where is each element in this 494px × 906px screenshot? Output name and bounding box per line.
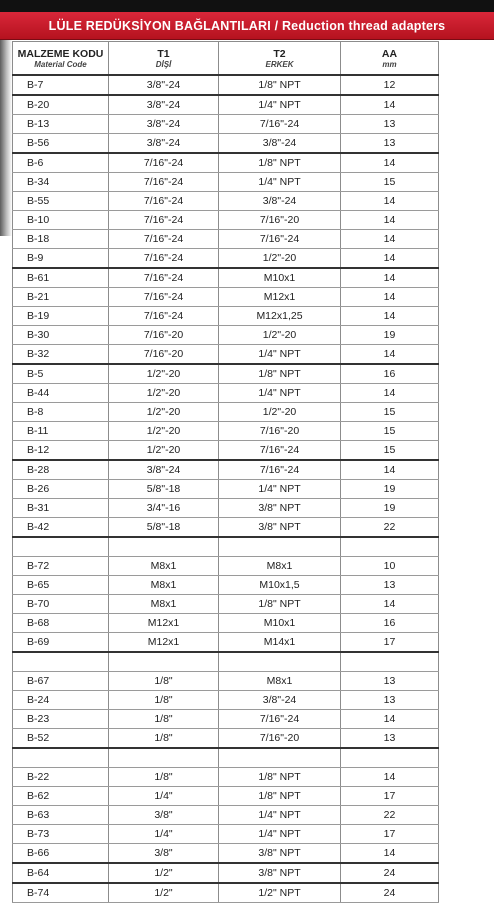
aa-cell: 19 bbox=[341, 326, 439, 345]
table-row bbox=[13, 557, 439, 576]
subheader-row bbox=[13, 60, 439, 75]
t2-cell: 3/8"-24 bbox=[219, 691, 341, 710]
t1-cell: 1/2"-20 bbox=[109, 364, 219, 384]
t1-cell: 3/8"-24 bbox=[109, 75, 219, 95]
aa-cell: 14 bbox=[341, 288, 439, 307]
material-code-cell: B-13 bbox=[13, 115, 109, 134]
t1-cell: 1/2"-20 bbox=[109, 384, 219, 403]
material-code-cell: B-67 bbox=[13, 672, 109, 691]
aa-cell: 14 bbox=[341, 710, 439, 729]
table-row bbox=[13, 345, 439, 365]
t1-cell bbox=[109, 652, 219, 672]
t2-cell: M12x1 bbox=[219, 288, 341, 307]
aa-cell: 15 bbox=[341, 403, 439, 422]
table-title: LÜLE REDÜKSİYON BAĞLANTILARI / Reduction thread adapters bbox=[0, 12, 494, 40]
col-subheader-material-code: Material Code bbox=[13, 60, 109, 75]
table-row bbox=[13, 192, 439, 211]
aa-cell: 14 bbox=[341, 460, 439, 480]
t1-cell: 1/2" bbox=[109, 863, 219, 883]
t1-cell: 7/16"-24 bbox=[109, 230, 219, 249]
aa-cell: 14 bbox=[341, 249, 439, 269]
material-code-cell: B-73 bbox=[13, 825, 109, 844]
t2-cell: 7/16"-20 bbox=[219, 422, 341, 441]
t1-cell: 7/16"-24 bbox=[109, 249, 219, 269]
t2-cell: 3/8"-24 bbox=[219, 134, 341, 154]
aa-cell: 14 bbox=[341, 384, 439, 403]
table-row bbox=[13, 173, 439, 192]
table-row bbox=[13, 115, 439, 134]
aa-cell: 14 bbox=[341, 844, 439, 864]
material-code-cell: B-18 bbox=[13, 230, 109, 249]
t1-cell: 3/8"-24 bbox=[109, 115, 219, 134]
material-code-cell: B-7 bbox=[13, 75, 109, 95]
t2-cell: M12x1,25 bbox=[219, 307, 341, 326]
material-code-cell: B-23 bbox=[13, 710, 109, 729]
t1-cell: 7/16"-24 bbox=[109, 192, 219, 211]
table-row bbox=[13, 652, 439, 672]
t1-cell: 3/8"-24 bbox=[109, 460, 219, 480]
t2-cell: 3/8" NPT bbox=[219, 863, 341, 883]
col-header-aa: AA bbox=[341, 42, 439, 61]
table-row bbox=[13, 595, 439, 614]
aa-cell: 16 bbox=[341, 364, 439, 384]
table-row bbox=[13, 729, 439, 749]
t2-cell: 1/4" NPT bbox=[219, 825, 341, 844]
t2-cell: M8x1 bbox=[219, 672, 341, 691]
material-code-cell: B-26 bbox=[13, 480, 109, 499]
aa-cell: 14 bbox=[341, 230, 439, 249]
table-row bbox=[13, 691, 439, 710]
aa-cell: 22 bbox=[341, 518, 439, 538]
aa-cell: 10 bbox=[341, 557, 439, 576]
t2-cell: 3/8"-24 bbox=[219, 192, 341, 211]
material-code-cell: B-8 bbox=[13, 403, 109, 422]
col-subheader-aa: mm bbox=[341, 60, 439, 75]
aa-cell: 14 bbox=[341, 268, 439, 288]
t2-cell: 7/16"-20 bbox=[219, 211, 341, 230]
t2-cell: M10x1 bbox=[219, 614, 341, 633]
t2-cell: 1/4" NPT bbox=[219, 95, 341, 115]
material-code-cell: B-61 bbox=[13, 268, 109, 288]
aa-cell: 13 bbox=[341, 576, 439, 595]
table-row bbox=[13, 537, 439, 557]
aa-cell: 24 bbox=[341, 863, 439, 883]
table-row bbox=[13, 326, 439, 345]
table-row bbox=[13, 364, 439, 384]
t1-cell: 7/16"-24 bbox=[109, 153, 219, 173]
t2-cell: M10x1 bbox=[219, 268, 341, 288]
material-code-cell: B-64 bbox=[13, 863, 109, 883]
t2-cell: 1/4" NPT bbox=[219, 480, 341, 499]
aa-cell: 19 bbox=[341, 499, 439, 518]
table-row bbox=[13, 134, 439, 154]
t1-cell: 3/8" bbox=[109, 844, 219, 864]
material-code-cell: B-24 bbox=[13, 691, 109, 710]
table-row bbox=[13, 844, 439, 864]
t1-cell: 1/8" bbox=[109, 768, 219, 787]
t2-cell: 3/8" NPT bbox=[219, 844, 341, 864]
aa-cell: 15 bbox=[341, 173, 439, 192]
table-row bbox=[13, 211, 439, 230]
t1-cell: 7/16"-24 bbox=[109, 173, 219, 192]
material-code-cell: B-44 bbox=[13, 384, 109, 403]
t1-cell: 1/4" bbox=[109, 825, 219, 844]
table-row bbox=[13, 422, 439, 441]
table-row bbox=[13, 863, 439, 883]
material-code-cell: B-70 bbox=[13, 595, 109, 614]
col-header-material-code: MALZEME KODU bbox=[13, 42, 109, 61]
table-row bbox=[13, 633, 439, 653]
material-code-cell: B-74 bbox=[13, 883, 109, 903]
t1-cell: M12x1 bbox=[109, 614, 219, 633]
aa-cell: 14 bbox=[341, 345, 439, 365]
material-code-cell: B-63 bbox=[13, 806, 109, 825]
t1-cell: 1/2"-20 bbox=[109, 422, 219, 441]
table-row bbox=[13, 480, 439, 499]
t2-cell: 7/16"-24 bbox=[219, 710, 341, 729]
t2-cell bbox=[219, 652, 341, 672]
aa-cell: 16 bbox=[341, 614, 439, 633]
aa-cell: 22 bbox=[341, 806, 439, 825]
aa-cell: 13 bbox=[341, 672, 439, 691]
aa-cell bbox=[341, 537, 439, 557]
t1-cell: 5/8"-18 bbox=[109, 518, 219, 538]
material-code-cell: B-62 bbox=[13, 787, 109, 806]
material-code-cell bbox=[13, 748, 109, 768]
page-edge-shadow bbox=[0, 40, 12, 236]
material-code-cell bbox=[13, 537, 109, 557]
table-row bbox=[13, 748, 439, 768]
material-code-cell: B-42 bbox=[13, 518, 109, 538]
aa-cell: 15 bbox=[341, 441, 439, 461]
aa-cell: 13 bbox=[341, 691, 439, 710]
aa-cell: 14 bbox=[341, 153, 439, 173]
material-code-cell: B-9 bbox=[13, 249, 109, 269]
t2-cell: 1/2"-20 bbox=[219, 403, 341, 422]
material-code-cell: B-55 bbox=[13, 192, 109, 211]
t2-cell: 1/4" NPT bbox=[219, 806, 341, 825]
col-subheader-t2: ERKEK bbox=[219, 60, 341, 75]
t1-cell: 7/16"-24 bbox=[109, 268, 219, 288]
t2-cell: 1/8" NPT bbox=[219, 153, 341, 173]
t1-cell: M12x1 bbox=[109, 633, 219, 653]
t1-cell: 7/16"-24 bbox=[109, 288, 219, 307]
col-header-t2: T2 bbox=[219, 42, 341, 61]
material-code-cell: B-31 bbox=[13, 499, 109, 518]
table-row bbox=[13, 153, 439, 173]
t2-cell: 1/2"-20 bbox=[219, 326, 341, 345]
table-row bbox=[13, 576, 439, 595]
t2-cell: 1/8" NPT bbox=[219, 364, 341, 384]
t1-cell: M8x1 bbox=[109, 576, 219, 595]
t1-cell: 7/16"-24 bbox=[109, 307, 219, 326]
aa-cell: 13 bbox=[341, 729, 439, 749]
t1-cell: 1/8" bbox=[109, 691, 219, 710]
aa-cell: 14 bbox=[341, 307, 439, 326]
t1-cell: 3/4"-16 bbox=[109, 499, 219, 518]
t2-cell: 3/8" NPT bbox=[219, 499, 341, 518]
table-row bbox=[13, 672, 439, 691]
material-code-cell: B-56 bbox=[13, 134, 109, 154]
t1-cell: 1/2"-20 bbox=[109, 403, 219, 422]
t2-cell bbox=[219, 537, 341, 557]
aa-cell: 13 bbox=[341, 134, 439, 154]
t2-cell: M14x1 bbox=[219, 633, 341, 653]
aa-cell: 17 bbox=[341, 825, 439, 844]
t1-cell: 1/4" bbox=[109, 787, 219, 806]
t2-cell: 7/16"-24 bbox=[219, 441, 341, 461]
t1-cell: 1/8" bbox=[109, 672, 219, 691]
aa-cell: 14 bbox=[341, 595, 439, 614]
t2-cell: 1/2"-20 bbox=[219, 249, 341, 269]
material-code-cell: B-5 bbox=[13, 364, 109, 384]
material-code-cell: B-32 bbox=[13, 345, 109, 365]
t2-cell: 1/8" NPT bbox=[219, 768, 341, 787]
material-code-cell: B-21 bbox=[13, 288, 109, 307]
table-row bbox=[13, 403, 439, 422]
table-body bbox=[13, 75, 439, 903]
aa-cell: 13 bbox=[341, 115, 439, 134]
aa-cell: 15 bbox=[341, 422, 439, 441]
material-code-cell: B-65 bbox=[13, 576, 109, 595]
material-code-cell: B-6 bbox=[13, 153, 109, 173]
reduction-adapters-table bbox=[12, 41, 439, 903]
header-row bbox=[13, 42, 439, 61]
t2-cell: 7/16"-24 bbox=[219, 460, 341, 480]
t1-cell: 1/8" bbox=[109, 710, 219, 729]
table-row bbox=[13, 825, 439, 844]
t2-cell: 7/16"-24 bbox=[219, 115, 341, 134]
col-subheader-t1: DİŞİ bbox=[109, 60, 219, 75]
t1-cell: 1/2"-20 bbox=[109, 441, 219, 461]
material-code-cell: B-72 bbox=[13, 557, 109, 576]
t1-cell: 7/16"-24 bbox=[109, 211, 219, 230]
material-code-cell: B-19 bbox=[13, 307, 109, 326]
aa-cell: 24 bbox=[341, 883, 439, 903]
aa-cell: 14 bbox=[341, 192, 439, 211]
t2-cell: 1/8" NPT bbox=[219, 595, 341, 614]
material-code-cell: B-10 bbox=[13, 211, 109, 230]
t1-cell: 7/16"-20 bbox=[109, 345, 219, 365]
t2-cell: 1/4" NPT bbox=[219, 345, 341, 365]
t1-cell bbox=[109, 537, 219, 557]
table-row bbox=[13, 614, 439, 633]
t2-cell: M10x1,5 bbox=[219, 576, 341, 595]
material-code-cell: B-12 bbox=[13, 441, 109, 461]
aa-cell: 14 bbox=[341, 768, 439, 787]
t2-cell: 7/16"-24 bbox=[219, 230, 341, 249]
table-row bbox=[13, 249, 439, 269]
table-row bbox=[13, 95, 439, 115]
table-row bbox=[13, 268, 439, 288]
t1-cell: 1/2" bbox=[109, 883, 219, 903]
aa-cell: 14 bbox=[341, 211, 439, 230]
material-code-cell: B-52 bbox=[13, 729, 109, 749]
material-code-cell: B-22 bbox=[13, 768, 109, 787]
table-row bbox=[13, 230, 439, 249]
table-row bbox=[13, 710, 439, 729]
t1-cell bbox=[109, 748, 219, 768]
material-code-cell: B-66 bbox=[13, 844, 109, 864]
t1-cell: 1/8" bbox=[109, 729, 219, 749]
material-code-cell: B-68 bbox=[13, 614, 109, 633]
t2-cell: 1/4" NPT bbox=[219, 384, 341, 403]
table-row bbox=[13, 787, 439, 806]
t2-cell: 1/4" NPT bbox=[219, 173, 341, 192]
aa-cell: 17 bbox=[341, 633, 439, 653]
material-code-cell: B-30 bbox=[13, 326, 109, 345]
table-row bbox=[13, 768, 439, 787]
table-row bbox=[13, 518, 439, 538]
material-code-cell: B-28 bbox=[13, 460, 109, 480]
t1-cell: 3/8"-24 bbox=[109, 95, 219, 115]
t2-cell bbox=[219, 748, 341, 768]
table-row bbox=[13, 460, 439, 480]
material-code-cell bbox=[13, 652, 109, 672]
aa-cell: 14 bbox=[341, 95, 439, 115]
material-code-cell: B-69 bbox=[13, 633, 109, 653]
aa-cell bbox=[341, 748, 439, 768]
table-row bbox=[13, 499, 439, 518]
t2-cell: 1/2" NPT bbox=[219, 883, 341, 903]
top-band bbox=[0, 0, 494, 12]
t1-cell: 7/16"-20 bbox=[109, 326, 219, 345]
t2-cell: M8x1 bbox=[219, 557, 341, 576]
table-row bbox=[13, 75, 439, 95]
t2-cell: 3/8" NPT bbox=[219, 518, 341, 538]
t1-cell: M8x1 bbox=[109, 595, 219, 614]
aa-cell bbox=[341, 652, 439, 672]
aa-cell: 17 bbox=[341, 787, 439, 806]
table-row bbox=[13, 806, 439, 825]
t2-cell: 1/8" NPT bbox=[219, 787, 341, 806]
t2-cell: 7/16"-20 bbox=[219, 729, 341, 749]
col-header-t1: T1 bbox=[109, 42, 219, 61]
table-row bbox=[13, 384, 439, 403]
material-code-cell: B-11 bbox=[13, 422, 109, 441]
aa-cell: 19 bbox=[341, 480, 439, 499]
t1-cell: 3/8"-24 bbox=[109, 134, 219, 154]
table-row bbox=[13, 288, 439, 307]
t2-cell: 1/8" NPT bbox=[219, 75, 341, 95]
t1-cell: 5/8"-18 bbox=[109, 480, 219, 499]
table-row bbox=[13, 883, 439, 903]
table-row bbox=[13, 307, 439, 326]
material-code-cell: B-34 bbox=[13, 173, 109, 192]
t1-cell: 3/8" bbox=[109, 806, 219, 825]
table-row bbox=[13, 441, 439, 461]
aa-cell: 12 bbox=[341, 75, 439, 95]
t1-cell: M8x1 bbox=[109, 557, 219, 576]
material-code-cell: B-20 bbox=[13, 95, 109, 115]
